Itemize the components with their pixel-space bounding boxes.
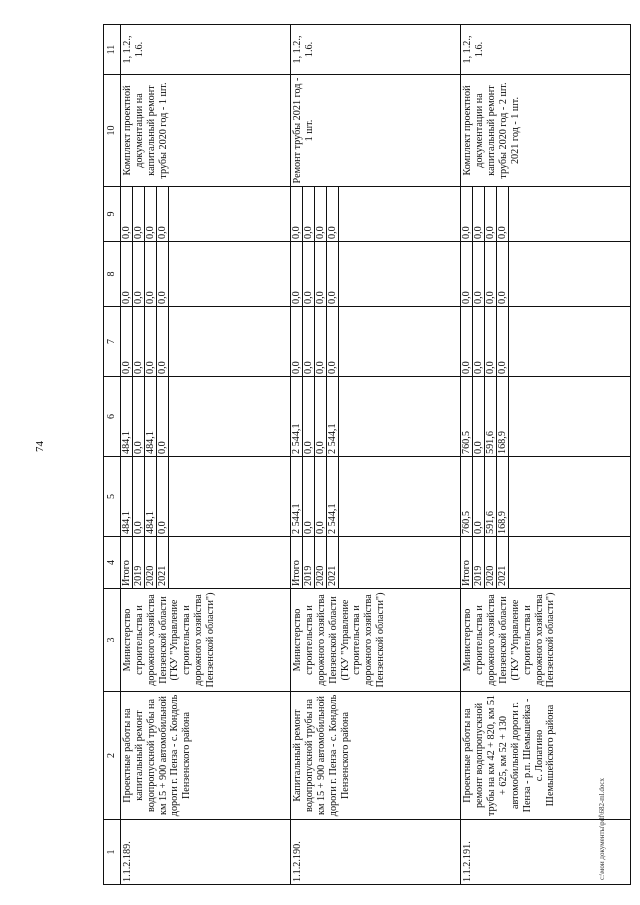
- measure-name: Проектные работы на капитальный ремонт водопропускной трубы на км 15 + 900 автомобильной дороги г. Пенза - с. Кондоль Пензенского района: [120, 692, 290, 820]
- value: 0,0: [314, 377, 326, 456]
- regional-budget-cell: [460, 377, 630, 457]
- table-row: [290, 25, 460, 885]
- indicator-link: 1, 1.2., 1.6.: [120, 25, 290, 75]
- column-9-cell: [290, 187, 460, 242]
- column-9-cell: [460, 187, 630, 242]
- value: 484,1: [144, 457, 156, 536]
- header-cell: 3: [104, 589, 121, 692]
- value: 0,0: [144, 242, 156, 306]
- expected-result: Комплект проектной документации на капитальный ремонт трубы 2020 год - 2 шт. 2021 год - 1 шт.: [460, 75, 630, 187]
- value: 0,0: [156, 187, 168, 241]
- value: 0,0: [484, 242, 496, 306]
- header-cell: 6: [104, 377, 121, 457]
- value: 0,0: [132, 242, 144, 306]
- expected-result: Комплект проектной документации на капитальный ремонт трубы 2020 год - 1 шт.: [120, 75, 290, 187]
- years-cell: [120, 537, 290, 589]
- value: 0,0: [156, 457, 168, 536]
- regional-budget-cell: [290, 377, 460, 457]
- value: 0,0: [461, 242, 473, 306]
- value: 0,0: [156, 377, 168, 456]
- value: 168,9: [496, 457, 508, 536]
- measure-name: Капитальный ремонт водопропускной трубы на км 15 + 900 автомобильной дороги г. Пенза - с. Кондоль Пензенского района: [290, 692, 460, 820]
- header-cell: 10: [104, 75, 121, 187]
- value: 0,0: [472, 307, 484, 376]
- value: 168,9: [496, 377, 508, 456]
- value: 0,0: [496, 307, 508, 376]
- value: 0,0: [302, 187, 314, 241]
- value: 0,0: [132, 377, 144, 456]
- footer-file-path: c:\мои документы\pdf\682-ml.docx: [598, 777, 606, 880]
- value: 0,0: [291, 187, 303, 241]
- total-funding-cell: [120, 457, 290, 537]
- value: 760,5: [461, 457, 473, 536]
- year-label: 2021: [326, 537, 338, 588]
- value: 760,5: [461, 377, 473, 456]
- years-cell: [290, 537, 460, 589]
- measure-code: 1.1.2.190.: [290, 820, 460, 885]
- year-label: 2020: [484, 537, 496, 588]
- column-8-cell: [120, 242, 290, 307]
- measure-executor: Министерство строительства и дорожного хозяйства Пензенской области (ГКУ "Управление строительства и дорожного хозяйства Пензенской области"): [120, 589, 290, 692]
- value: 0,0: [326, 307, 338, 376]
- value: 484,1: [121, 377, 133, 456]
- value: 0,0: [121, 242, 133, 306]
- value: 0,0: [302, 242, 314, 306]
- value: 0,0: [314, 242, 326, 306]
- year-label: 2021: [156, 537, 168, 588]
- header-cell: 5: [104, 457, 121, 537]
- year-label: Итого: [461, 537, 473, 588]
- header-cell: 4: [104, 537, 121, 589]
- value: 0,0: [144, 187, 156, 241]
- value: 2 544,1: [291, 457, 303, 536]
- total-funding-cell: [290, 457, 460, 537]
- measure-executor: Министерство строительства и дорожного хозяйства Пензенской области (ГКУ "Управление строительства и дорожного хозяйства Пензенской области"): [290, 589, 460, 692]
- value: 0,0: [121, 187, 133, 241]
- indicator-link: 1, 1.2., 1.6.: [460, 25, 630, 75]
- value: 0,0: [496, 242, 508, 306]
- year-label: 2021: [496, 537, 508, 588]
- header-row: [104, 25, 121, 885]
- indicator-link: 1, 1.2., 1.6.: [290, 25, 460, 75]
- header-cell: 2: [104, 692, 121, 820]
- expected-result: Ремонт трубы 2021 год - 1 шт.: [290, 75, 460, 187]
- value: 0,0: [132, 457, 144, 536]
- column-7-cell: [120, 307, 290, 377]
- value: 0,0: [156, 307, 168, 376]
- year-label: 2020: [314, 537, 326, 588]
- year-label: 2019: [472, 537, 484, 588]
- value: 484,1: [121, 457, 133, 536]
- value: 0,0: [326, 187, 338, 241]
- year-label: 2019: [132, 537, 144, 588]
- value: 2 544,1: [326, 457, 338, 536]
- year-label: 2020: [144, 537, 156, 588]
- column-9-cell: [120, 187, 290, 242]
- year-label: 2019: [302, 537, 314, 588]
- year-label: Итого: [121, 537, 133, 588]
- total-funding-cell: [460, 457, 630, 537]
- value: 0,0: [302, 307, 314, 376]
- value: 0,0: [121, 307, 133, 376]
- value: 0,0: [132, 307, 144, 376]
- value: 0,0: [314, 307, 326, 376]
- column-7-cell: [460, 307, 630, 377]
- value: 0,0: [326, 242, 338, 306]
- table-row: [460, 25, 630, 885]
- years-cell: [460, 537, 630, 589]
- column-7-cell: [290, 307, 460, 377]
- value: 591,6: [484, 377, 496, 456]
- table-row: [120, 25, 290, 885]
- value: 2 544,1: [291, 377, 303, 456]
- value: 0,0: [472, 377, 484, 456]
- measure-code: 1.1.2.189.: [120, 820, 290, 885]
- page-number: 74: [34, 441, 46, 452]
- measure-executor: Министерство строительства и дорожного хозяйства Пензенской области (ГКУ "Управление строительства и дорожного хозяйства Пензенской области"): [460, 589, 630, 692]
- value: 0,0: [496, 187, 508, 241]
- value: 0,0: [484, 187, 496, 241]
- value: 0,0: [472, 187, 484, 241]
- program-measures-table: [103, 24, 631, 885]
- header-cell: 7: [104, 307, 121, 377]
- value: 0,0: [132, 187, 144, 241]
- value: 2 544,1: [326, 377, 338, 456]
- value: 0,0: [472, 457, 484, 536]
- header-cell: 1: [104, 820, 121, 885]
- regional-budget-cell: [120, 377, 290, 457]
- value: 0,0: [291, 242, 303, 306]
- value: 0,0: [461, 307, 473, 376]
- value: 0,0: [156, 242, 168, 306]
- rotated-table-container: [103, 25, 631, 885]
- value: 0,0: [472, 242, 484, 306]
- header-cell: 9: [104, 187, 121, 242]
- header-cell: 8: [104, 242, 121, 307]
- measure-name: Проектные работы на ремонт водопропускной трубы на км 42 + 820, км 51 + 625, км 52 + 130 автомобильной дороги г. Пенза - р.п. Шемышейка - с. Лопатино Шемышейского района: [460, 692, 630, 820]
- column-8-cell: [290, 242, 460, 307]
- year-label: Итого: [291, 537, 303, 588]
- value: 0,0: [302, 377, 314, 456]
- value: 0,0: [291, 307, 303, 376]
- value: 0,0: [314, 457, 326, 536]
- header-cell: 11: [104, 25, 121, 75]
- value: 0,0: [484, 307, 496, 376]
- column-8-cell: [460, 242, 630, 307]
- value: 0,0: [314, 187, 326, 241]
- value: 0,0: [461, 187, 473, 241]
- measure-code: 1.1.2.191.: [460, 820, 630, 885]
- value: 484,1: [144, 377, 156, 456]
- value: 591,6: [484, 457, 496, 536]
- value: 0,0: [302, 457, 314, 536]
- value: 0,0: [144, 307, 156, 376]
